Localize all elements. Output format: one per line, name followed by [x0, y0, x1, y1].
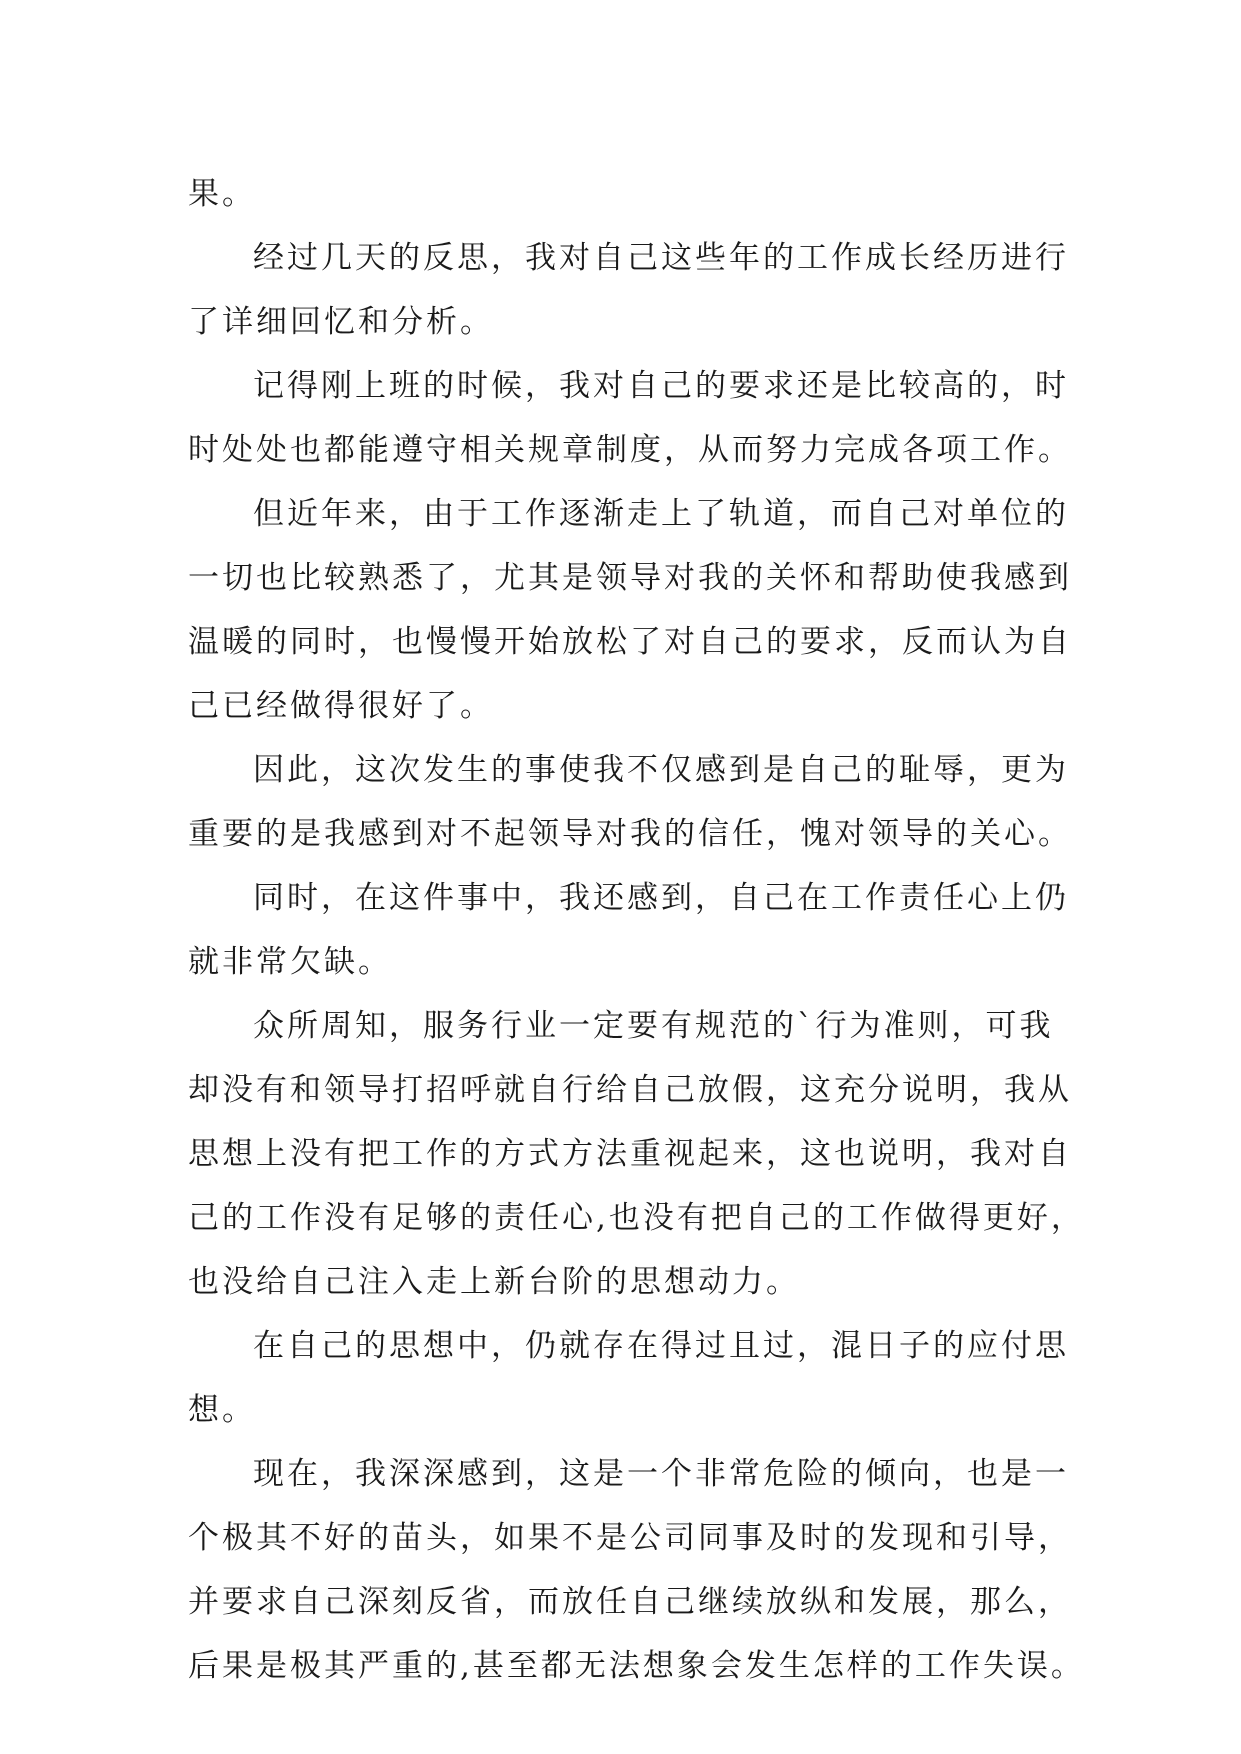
text-line: 重要的是我感到对不起领导对我的信任，愧对领导的关心。	[188, 816, 1072, 852]
paragraph-first-line: 在自己的思想中，仍就存在得过且过，混日子的应付思	[253, 1328, 1069, 1364]
text-line: 思想上没有把工作的方式方法重视起来，这也说明，我对自	[188, 1136, 1072, 1172]
text-line: 己已经做得很好了。	[188, 688, 494, 724]
document-body	[188, 162, 1085, 1698]
paragraph-first-line: 同时，在这件事中，我还感到，自己在工作责任心上仍	[253, 880, 1069, 916]
text-line: 温暖的同时，也慢慢开始放松了对自己的要求，反而认为自	[188, 624, 1072, 660]
text-line: 了详细回忆和分析。	[188, 304, 494, 340]
text-line: 时处处也都能遵守相关规章制度，从而努力完成各项工作。	[188, 432, 1072, 468]
paragraph-first-line: 众所周知，服务行业一定要有规范的`行为准则，可我	[253, 1008, 1054, 1044]
text-line: 一切也比较熟悉了，尤其是领导对我的关怀和帮助使我感到	[188, 560, 1072, 596]
paragraph-first-line: 现在，我深深感到，这是一个非常危险的倾向，也是一	[253, 1456, 1069, 1492]
text-line: 就非常欠缺。	[188, 944, 392, 980]
text-line: 并要求自己深刻反省，而放任自己继续放纵和发展，那么，	[188, 1584, 1072, 1620]
text-line: 也没给自己注入走上新台阶的思想动力。	[188, 1264, 800, 1300]
text-line: 己的工作没有足够的责任心,也没有把自己的工作做得更好，	[188, 1200, 1085, 1236]
paragraph-first-line: 但近年来，由于工作逐渐走上了轨道，而自己对单位的	[253, 496, 1069, 532]
paragraph-first-line: 经过几天的反思，我对自己这些年的工作成长经历进行	[253, 240, 1069, 276]
paragraph-first-line: 记得刚上班的时候，我对自己的要求还是比较高的，时	[253, 368, 1069, 404]
text-line: 后果是极其严重的,甚至都无法想象会发生怎样的工作失误。	[188, 1648, 1085, 1684]
text-line: 果。	[188, 176, 256, 212]
paragraph-first-line: 因此，这次发生的事使我不仅感到是自己的耻辱，更为	[253, 752, 1069, 788]
text-line: 却没有和领导打招呼就自行给自己放假，这充分说明，我从	[188, 1072, 1072, 1108]
text-line: 个极其不好的苗头，如果不是公司同事及时的发现和引导，	[188, 1520, 1072, 1556]
text-line: 想。	[188, 1392, 256, 1428]
